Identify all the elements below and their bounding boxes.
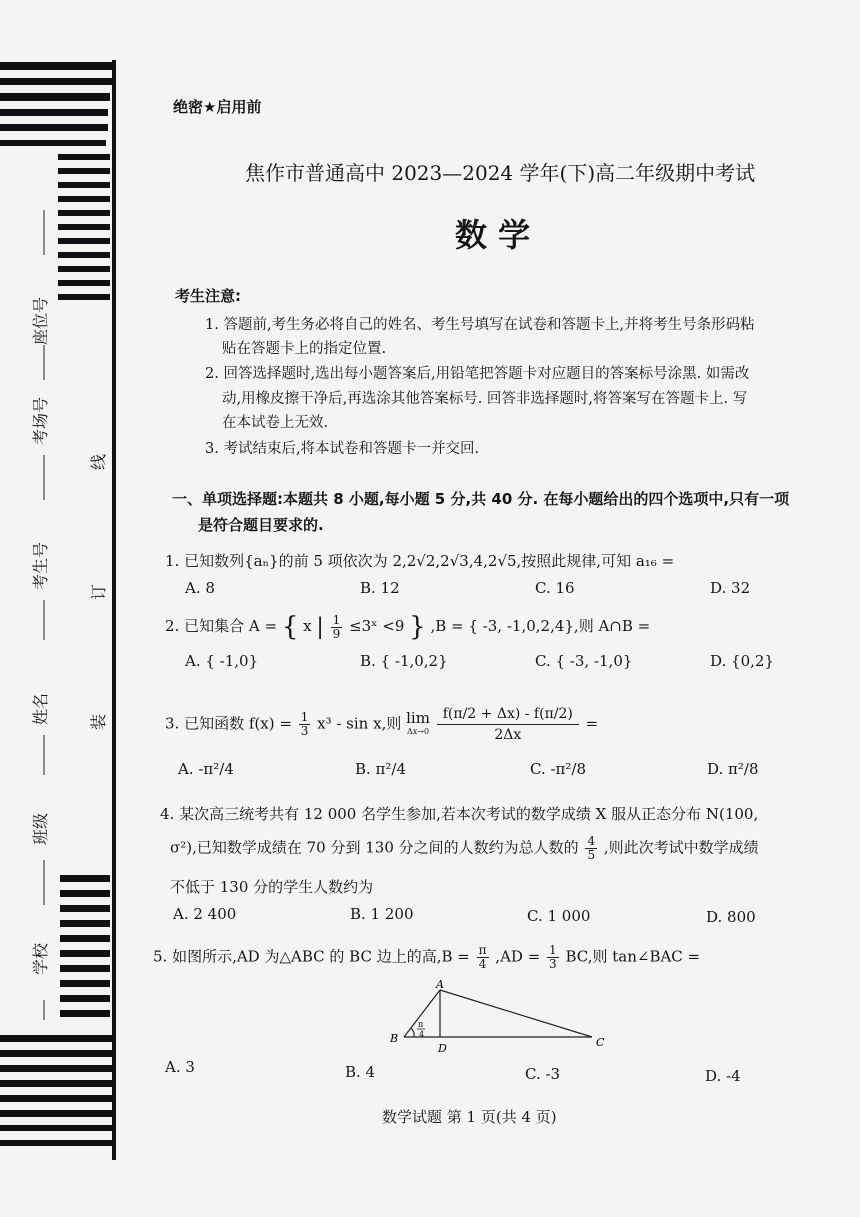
q4-frac-num: 4 <box>587 834 596 848</box>
angle-den: 4 <box>419 1030 425 1039</box>
angle-b-arc <box>411 1028 414 1037</box>
q3-frac-den: 3 <box>300 724 309 738</box>
binding-strip <box>0 0 120 1217</box>
q4-fraction <box>585 835 597 862</box>
q1-option-d: D. 32 <box>710 579 751 597</box>
staple-label: 订 <box>89 583 108 600</box>
q3-lim: lim <box>406 708 430 727</box>
vertex-b: B <box>390 1032 399 1045</box>
seat-label: 座位号 <box>31 296 50 345</box>
q2-fraction <box>331 614 343 641</box>
section-heading-cont: 是符合题目要求的. <box>198 516 324 534</box>
notice-line: 2. 回答选择题时,选出每小题答案后,用铅笔把答题卡对应题目的答案标号涂黑. 如需改 <box>205 366 750 382</box>
q3-eq: = <box>585 714 599 733</box>
triangle-figure <box>380 980 620 1060</box>
notice-line: 贴在答题卡上的指定位置. <box>222 341 387 357</box>
q3-stem-a: 3. 已知函数 f(x) = <box>165 714 292 733</box>
notice-line: 在本试卷上无效. <box>222 415 329 431</box>
side-ac <box>440 990 592 1037</box>
q3-option-c: C. -π²/8 <box>530 760 587 778</box>
q2-option-a: A. { -1,0} <box>185 652 259 670</box>
q5-f2-num: 1 <box>549 943 557 957</box>
q2-frac-den: 9 <box>332 626 341 641</box>
q2-stem-d: ,B = { -3, -1,0,2,4},则 A∩B = <box>430 617 651 635</box>
q2-stem-c: ≤3ˣ <9 <box>349 617 405 635</box>
q2-brace-close: } <box>409 612 426 642</box>
q1-option-b: B. 12 <box>360 579 400 597</box>
question-4-line2 <box>170 835 759 862</box>
q3-big-fraction <box>437 704 579 745</box>
q5-option-c: C. -3 <box>525 1065 561 1083</box>
subject-title: 数 学 <box>455 216 531 254</box>
q2-var: x <box>303 617 312 635</box>
notice-heading: 考生注意: <box>175 287 241 305</box>
q2-brace: { <box>281 612 299 642</box>
section-heading: 一、单项选择题:本题共 8 小题,每小题 5 分,共 40 分. 在每小题给出的四个选项中,只有一项 <box>172 490 790 508</box>
q3-frac-num: 1 <box>300 710 309 724</box>
notice-line: 1. 答题前,考生务必将自己的姓名、考生号填写在试卷和答题卡上,并将考生号条形码粘 <box>205 317 755 333</box>
q5-option-b: B. 4 <box>345 1063 376 1081</box>
q3-stem-b: x³ - sin x,则 <box>317 714 402 733</box>
q3-lim-sub: Δx→0 <box>406 726 430 736</box>
page-footer: 数学试题 第 1 页(共 4 页) <box>382 1108 557 1126</box>
cut-line-label: 线 <box>89 453 108 470</box>
q2-option-b: B. { -1,0,2} <box>360 652 448 670</box>
q5-fraction-1 <box>477 944 489 971</box>
q5-fraction-2 <box>547 944 559 971</box>
q3-numerator: f(π/2 + Δx) - f(π/2) <box>437 704 579 725</box>
question-3-stem <box>165 704 598 745</box>
q4-option-d: D. 800 <box>706 908 756 926</box>
q2-option-c: C. { -3, -1,0} <box>535 652 633 670</box>
q2-bar: | <box>316 614 324 640</box>
school-label: 学校 <box>31 942 50 975</box>
q2-frac-num: 1 <box>332 612 341 627</box>
q3-fraction <box>299 711 311 738</box>
q5-stem-c: BC,则 tan∠BAC = <box>565 947 701 966</box>
question-5-stem <box>153 944 700 971</box>
q5-option-a: A. 3 <box>165 1058 195 1076</box>
angle-num: π <box>418 1020 424 1029</box>
q4-line2-b: ,则此次考试中数学成绩 <box>603 838 759 857</box>
question-2-stem <box>165 612 650 642</box>
q4-line2-a: σ²),已知数学成绩在 70 分到 130 分之间的人数约为总人数的 <box>170 838 579 857</box>
q5-stem-b: ,AD = <box>495 947 541 966</box>
exam-title: 焦作市普通高中 2023—2024 学年(下)高二年级期中考试 <box>245 161 756 185</box>
vertex-d: D <box>438 1042 447 1055</box>
class-label: 班级 <box>31 812 50 845</box>
q5-stem-a: 5. 如图所示,AD 为△ABC 的 BC 边上的高,B = <box>153 947 470 966</box>
q4-option-a: A. 2 400 <box>173 905 237 923</box>
student-no-label: 考生号 <box>31 541 50 590</box>
q2-stem-a: 2. 已知集合 A = <box>165 617 278 635</box>
q3-limit <box>406 708 430 739</box>
question-1-stem: 1. 已知数列{aₙ}的前 5 项依次为 2,2√2,2√3,4,2√5,按照此规律,可知 a₁₆ = <box>165 552 675 570</box>
name-label: 姓名 <box>31 692 50 725</box>
vertex-a: A <box>436 980 444 991</box>
q4-frac-den: 5 <box>587 848 596 862</box>
q1-option-c: C. 16 <box>535 579 575 597</box>
q5-f1-num: π <box>478 943 487 957</box>
question-4-line3: 不低于 130 分的学生人数约为 <box>170 878 374 896</box>
q5-f1-den: 4 <box>478 957 487 971</box>
q5-option-d: D. -4 <box>705 1067 741 1085</box>
q1-option-a: A. 8 <box>185 579 215 597</box>
q3-option-d: D. π²/8 <box>707 760 759 778</box>
q3-denominator: 2Δx <box>494 727 522 743</box>
q5-f2-den: 3 <box>549 957 557 971</box>
q3-option-a: A. -π²/4 <box>178 760 234 778</box>
secret-label: 绝密★启用前 <box>173 98 262 116</box>
room-label: 考场号 <box>31 396 50 445</box>
question-4-line1: 4. 某次高三统考共有 12 000 名学生参加,若本次考试的数学成绩 X 服从正态分布 N(100, <box>160 805 759 823</box>
notice-line: 3. 考试结束后,将本试卷和答题卡一并交回. <box>205 441 480 457</box>
q4-option-c: C. 1 000 <box>527 907 591 925</box>
vertex-c: C <box>596 1036 605 1049</box>
q3-option-b: B. π²/4 <box>355 760 407 778</box>
q2-option-d: D. {0,2} <box>710 652 774 670</box>
q4-option-b: B. 1 200 <box>350 905 414 923</box>
notice-line: 动,用橡皮擦干净后,再选涂其他答案标号. 回答非选择题时,将答案写在答题卡上. 写 <box>222 391 748 407</box>
bind-label: 装 <box>89 713 108 730</box>
